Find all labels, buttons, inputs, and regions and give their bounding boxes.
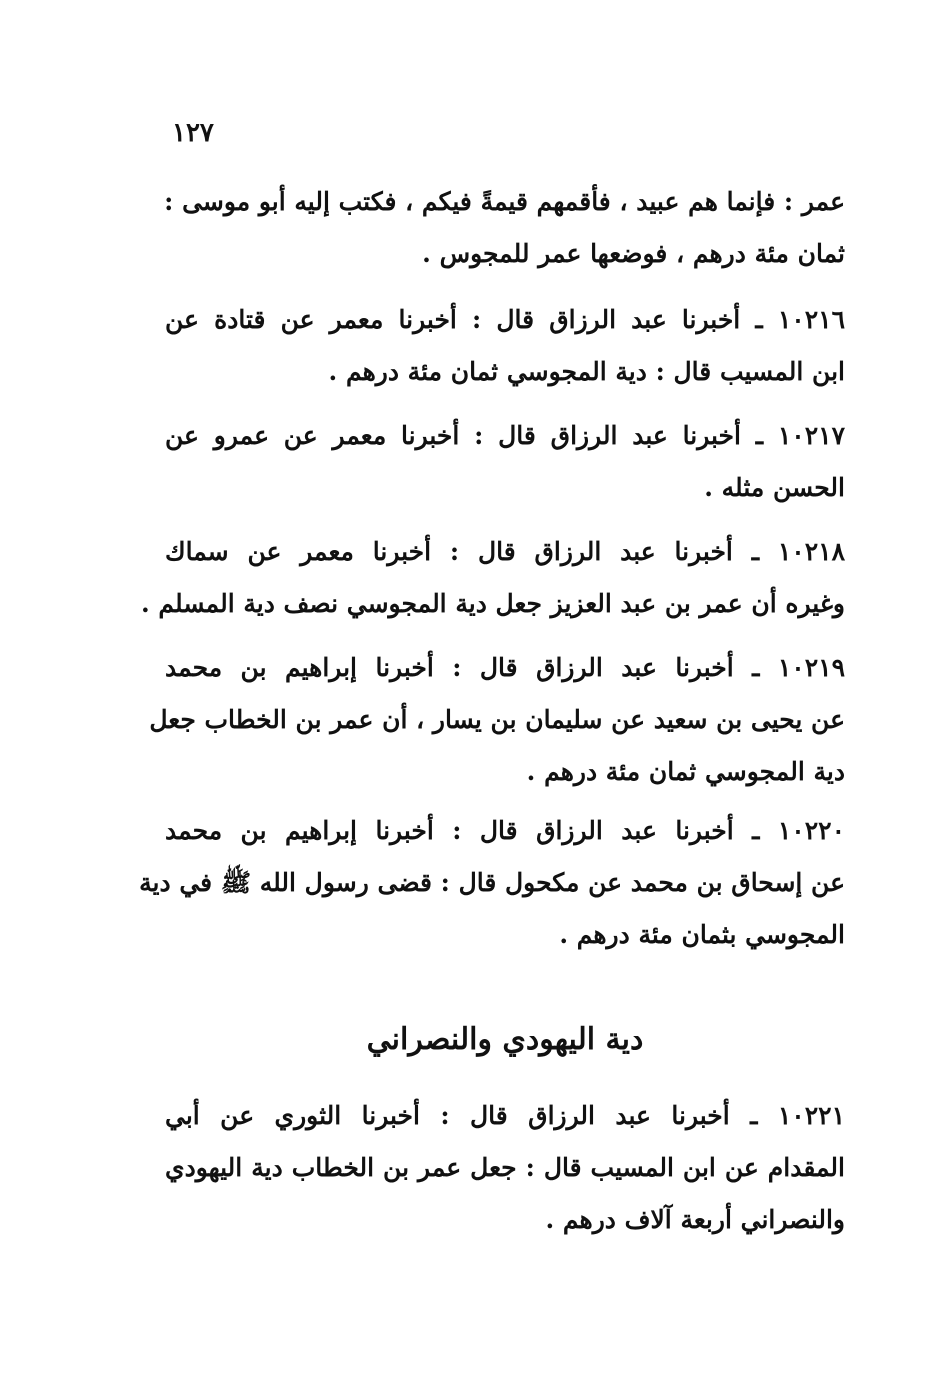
text-line: ١٠٢١٦ ـ أخبرنا عبد الرزاق قال : أخبرنا معمر عن قتادة عن xyxy=(165,305,845,334)
text-line: والنصراني أربعة آلاف درهم . xyxy=(545,1205,845,1234)
text-line: الحسن مثله . xyxy=(704,473,845,502)
text-line: ١٠٢١٨ ـ أخبرنا عبد الرزاق قال : أخبرنا معمر عن سماك xyxy=(165,537,845,566)
intro-paragraph xyxy=(165,176,845,280)
hadith-entry-10219 xyxy=(149,642,845,798)
text-line: ١٠٢٢٠ ـ أخبرنا عبد الرزاق قال : أخبرنا إبراهيم بن محمد xyxy=(165,816,845,845)
text-line: دية المجوسي ثمان مئة درهم . xyxy=(526,757,845,786)
hadith-entry-10220 xyxy=(139,805,845,961)
text-line: عمر : فإنما هم عبيد ، فأقمهم قيمةً فيكم ، فكتب إليه أبو موسى : xyxy=(164,187,845,216)
page-number: ١٢٧ xyxy=(172,118,214,148)
text-line: ثمان مئة درهم ، فوضعها عمر للمجوس . xyxy=(422,239,845,268)
hadith-entry-10218 xyxy=(141,526,845,630)
hadith-entry-10217 xyxy=(165,410,845,514)
hadith-entry-10221 xyxy=(165,1090,845,1246)
text-line: وغيره أن عمر بن عبد العزيز جعل دية المجوسي نصف دية المسلم . xyxy=(141,589,845,618)
text-line: ابن المسيب قال : دية المجوسي ثمان مئة درهم . xyxy=(328,357,845,386)
text-line: عن يحيى بن سعيد عن سليمان بن يسار ، أن عمر بن الخطاب جعل xyxy=(149,705,845,734)
text-line: ١٠٢٢١ ـ أخبرنا عبد الرزاق قال : أخبرنا الثوري عن أبي xyxy=(165,1101,845,1130)
text-line: ١٠٢١٩ ـ أخبرنا عبد الرزاق قال : أخبرنا إبراهيم بن محمد xyxy=(165,653,845,682)
text-line: عن إسحاق بن محمد عن مكحول قال : قضى رسول الله ﷺ في دية xyxy=(139,868,845,897)
text-line: المجوسي بثمان مئة درهم . xyxy=(559,920,845,949)
hadith-entry-10216 xyxy=(165,294,845,398)
text-line: ١٠٢١٧ ـ أخبرنا عبد الرزاق قال : أخبرنا معمر عن عمرو عن xyxy=(165,421,845,450)
section-heading: دية اليهودي والنصراني xyxy=(366,1022,644,1057)
text-line: المقدام عن ابن المسيب قال : جعل عمر بن الخطاب دية اليهودي xyxy=(165,1153,845,1182)
